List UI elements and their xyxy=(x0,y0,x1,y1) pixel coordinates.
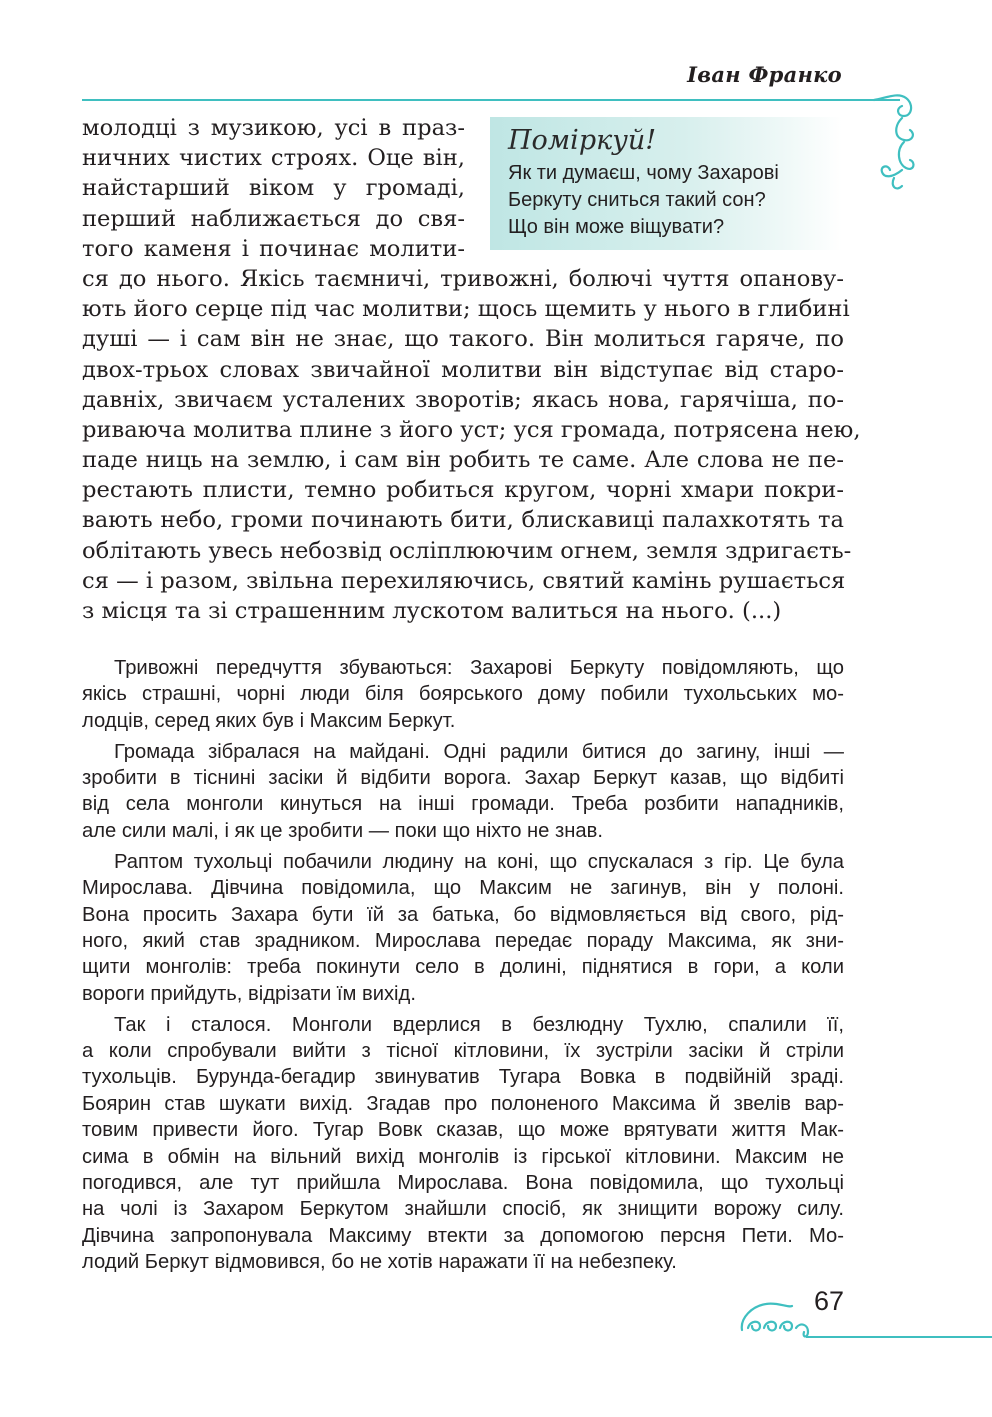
summary-line: погодився, але тут прийшла Мирослава. Вона повідомила, що тухольці xyxy=(82,1171,844,1194)
summary-line: Боярин став шукати вихід. Згадав про полоненого Максима й звелів вар- xyxy=(82,1092,844,1115)
summary-paragraph xyxy=(82,849,844,1007)
summary-line: зробити в тіснині засіки й відбити ворога. Захар Беркут казав, що відбиті xyxy=(82,767,844,790)
excerpt-line: двох-трьох словах звичайної молитви він відступає від старо- xyxy=(82,356,844,383)
summary-paragraph xyxy=(82,739,844,845)
excerpt-line: перший наближається до свя- xyxy=(82,205,465,232)
summary-line: сима в обмін на вільний вихід монголів із гірської кітловини. Максим не xyxy=(82,1145,844,1168)
excerpt-line: ють його серце під час молитви; щось щемить у нього в глибині xyxy=(82,296,850,323)
excerpt-line: облітають увесь небозвід осліплюючим огнем, земля здригаєть- xyxy=(82,537,852,564)
running-head-author: Іван Франко xyxy=(687,62,842,87)
excerpt-line: ся до нього. Якісь таємничі, тривожні, болючі чуття опанову- xyxy=(82,265,844,292)
novel-excerpt xyxy=(82,113,861,626)
header-rule xyxy=(82,99,900,101)
corner-flourish-ornament xyxy=(872,86,924,198)
excerpt-line: найстарший віком у громаді, xyxy=(82,175,465,202)
summary-line: Тривожні передчуття збуваються: Захарові Беркуту повідомляють, що xyxy=(114,657,844,679)
think-box-line: Що він може віщувати? xyxy=(508,216,725,238)
summary-paragraph xyxy=(82,1012,844,1276)
summary-line: тухольців. Бурунда-бегадир звинуватив Тугара Вовка в подвійній зраді. xyxy=(82,1066,844,1089)
excerpt-line: риваюча молитва плине з його уст; уся громада, потрясена нею, xyxy=(82,416,861,443)
summary-line: Так і сталося. Монголи вдерлися в безлюдну Тухлю, спалили її, xyxy=(114,1013,844,1036)
summary-line: Дівчина запропонувала Максиму втекти за допомогою персня Пети. Мо- xyxy=(82,1224,844,1247)
excerpt-line: з місця та зі страшенним лускотом валиться на нього. (...) xyxy=(82,598,782,624)
summary-line: лодий Беркут відмовився, бо не хотів наражати її на небезпеку. xyxy=(82,1251,677,1274)
summary-line: якісь страшні, чорні люди біля боярського дому побили тухольських мо- xyxy=(82,683,844,706)
excerpt-line: рестають плисти, темно робиться кругом, чорні хмари покри- xyxy=(82,477,844,504)
summary-line: вороги прийдуть, відрізати їм вихід. xyxy=(82,982,416,1005)
summary-paragraph xyxy=(82,655,844,734)
think-box-line: Як ти думаєш, чому Захарові xyxy=(508,162,779,184)
summary-line: Громада зібралася на майдані. Одні радили битися до загину, інші — xyxy=(114,740,844,763)
excerpt-line: вають небо, громи починають бити, блискавиці палахкотять та xyxy=(82,507,844,534)
footer-rule xyxy=(806,1336,992,1338)
summary-line: Мирослава. Дівчина повідомила, що Максим не загинув, він у полоні. xyxy=(82,877,844,900)
summary-line: лодців, серед яких був і Максим Беркут. xyxy=(82,709,456,732)
summary-line: ного, який став зрадником. Мирослава передає пораду Максима, як зни- xyxy=(82,929,844,952)
excerpt-line: паде ниць на землю, і сам він робить те саме. Але слова не пе- xyxy=(82,447,844,474)
summary-line: Раптом тухольці побачили людину на коні, що спускалася з гір. Це була xyxy=(114,850,844,873)
summary-line: а коли спробували вийти з тісної кітловини, їх зустріли засіки й стріли xyxy=(82,1039,844,1062)
summary-line: Вона просить Захара бути їй за батька, бо відмовляється від свого, рід- xyxy=(82,903,844,926)
excerpt-line: того каменя і починає молити- xyxy=(82,235,465,262)
excerpt-line: ся — і разом, звільна перехиляючись, святий камінь рушається xyxy=(82,567,846,594)
plot-summary xyxy=(82,655,844,1280)
summary-line: товим привести його. Тугар Вовк сказав, що може врятувати життя Мак- xyxy=(82,1119,844,1142)
summary-line: на чолі із Захаром Беркутом знайшли спосіб, як знищити ворожу силу. xyxy=(82,1198,844,1221)
page-number: 67 xyxy=(814,1286,845,1316)
summary-line: щити монголів: треба покинути село в долині, піднятися в гори, а коли xyxy=(82,956,844,979)
excerpt-line: молодці з музикою, усі в праз- xyxy=(82,115,465,141)
footer-swirl-ornament xyxy=(738,1294,814,1340)
summary-line: але сили малі, і як це зробити — поки що ніхто не знав. xyxy=(82,819,603,842)
think-box-title: Поміркуй! xyxy=(508,125,657,156)
excerpt-line: душі — і сам він не знає, що такого. Він молиться гаряче, по xyxy=(82,326,844,353)
excerpt-line: давніх, звичаєм усталених зворотів; якась нова, гарячіша, по- xyxy=(82,386,844,413)
summary-line: від села монголи кинуться на інші громади. Треба розбити нападників, xyxy=(82,793,844,816)
excerpt-line: ничних чистих строях. Оце він, xyxy=(82,145,465,172)
think-box-line: Беркуту сниться такий сон? xyxy=(508,189,766,211)
